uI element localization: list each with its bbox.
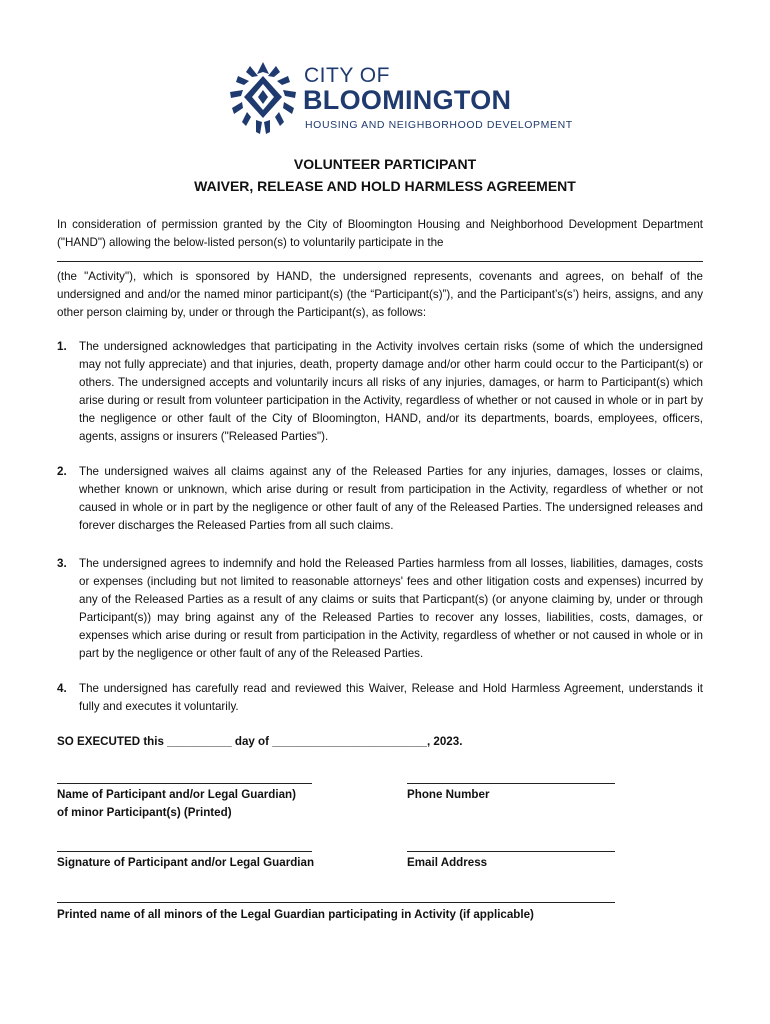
minors-names-label: Printed name of all minors of the Legal Guardian participating in Activity (if applicable) xyxy=(57,908,534,921)
phone-number-label: Phone Number xyxy=(407,788,490,801)
clause-text: The undersigned has carefully read and reviewed this Waiver, Release and Hold Harmless Agreement, understands it fully and executes it voluntarily. xyxy=(79,682,703,713)
clause-number: 4. xyxy=(57,682,67,695)
participant-name-label-line-2: of minor Participant(s) (Printed) xyxy=(57,806,232,819)
document-title-line-1: VOLUNTEER PARTICIPANT xyxy=(293,156,477,172)
logo-line-bloomington: BLOOMINGTON xyxy=(303,85,512,115)
phone-number-field[interactable] xyxy=(407,783,615,784)
city-logo xyxy=(228,60,573,138)
document-title-line-2: WAIVER, RELEASE AND HOLD HARMLESS AGREEMENT xyxy=(194,178,576,194)
clause-text: The undersigned waives all claims against any of the Released Parties for any injuries, damages, losses or claims, whether known or unknown, which arise during or result from participation in the Activity, regardless of whether or not caused in whole or in part by the negligence or other fault of any of the Released Parties. The undersigned releases and forever discharges the Released Parties from all such claims. xyxy=(79,465,703,532)
logo-line-city-of: CITY OF xyxy=(304,64,390,87)
clause-number: 1. xyxy=(57,340,67,353)
intro-paragraph-part-2: (the "Activity"), which is sponsored by HAND, the undersigned represents, covenants and agrees, on behalf of the undersigned and and/or the named minor participant(s) (the “Participant(s)”), and the Participant’s(s’) heirs, assigns, and any other person claiming by, under or through the Participant(s), as follows: xyxy=(57,270,703,319)
participant-name-label: Name of Participant and/or Legal Guardian) xyxy=(57,788,297,801)
participant-name-field[interactable] xyxy=(57,783,312,784)
clause-number: 2. xyxy=(57,465,67,478)
signature-label: Signature of Participant and/or Legal Guardian xyxy=(57,856,315,869)
signature-field[interactable] xyxy=(57,851,312,852)
email-address-label: Email Address xyxy=(407,856,488,869)
logo-line-department: HOUSING AND NEIGHBORHOOD DEVELOPMENT xyxy=(305,119,573,131)
clause-text: The undersigned agrees to indemnify and hold the Released Parties harmless from all losses, liabilities, damages, costs or expenses (including but not limited to reasonable attorneys' fees and other litigation costs and expenses) incurred by any of the Released Parties as a result of any claims or suits that Particpant(s) (or anyone claiming by, under or through Participant(s)) may bring against any of the Released Parties to recover any losses, liabilities, costs, damages, or expenses which arise during or result from participation in the Activity, regardless of whether or not caused in whole or in part by the negligence or other fault of any of the Released Parties. xyxy=(79,557,703,660)
email-address-field[interactable] xyxy=(407,851,615,852)
execution-date-line[interactable]: SO EXECUTED this __________ day of ________________________, 2023. xyxy=(57,735,463,748)
clause-number: 3. xyxy=(57,557,67,570)
city-flower-emblem-icon xyxy=(228,60,298,136)
minors-names-field[interactable] xyxy=(57,902,615,903)
activity-fill-in-line[interactable] xyxy=(57,261,703,262)
clause-text: The undersigned acknowledges that participating in the Activity involves certain risks (some of which the undersigned may not fully appreciate) and that injuries, death, property damage and/or other harm could occur to the Participant(s) or others. The undersigned accepts and voluntarily incurs all risks of any injuries, damages, or harm to Participant(s) which arise during or result from volunteer participation in the Activity, regardless of whether or not caused in whole or in part by the negligence or other fault of the City of Bloomington, HAND, and/or its departments, boards, employees, officers, agents, assigns or insurers ("Released Parties"). xyxy=(79,340,703,443)
intro-paragraph-part-1: In consideration of permission granted by the City of Bloomington Housing and Neighborhood Development Department ("HAND") allowing the below-listed person(s) to voluntarily participate in the xyxy=(57,218,703,249)
